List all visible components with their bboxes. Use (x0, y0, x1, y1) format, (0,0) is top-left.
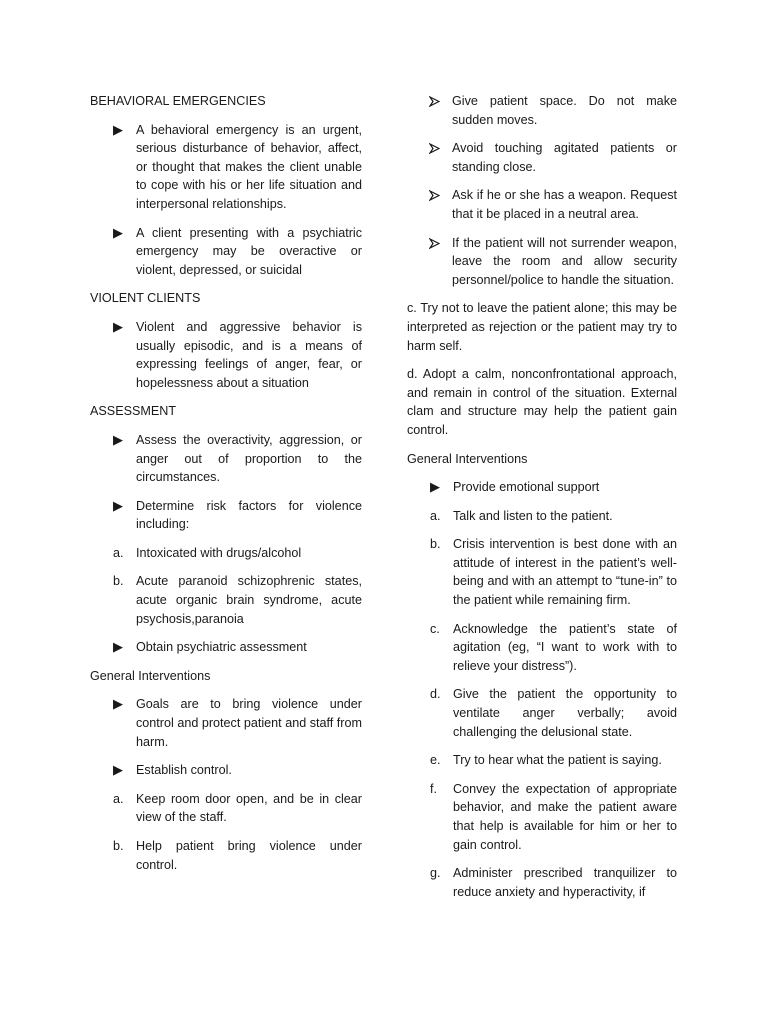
list-item-text: Provide emotional support (453, 480, 600, 495)
triangle-bullet-icon: ▶ (430, 479, 440, 495)
list-item (407, 478, 677, 497)
list-item-text: Give patient space. Do not make sudden moves. (452, 94, 677, 127)
list-item-text: Goals are to bring violence under control and protect patient and staff from harm. (136, 697, 362, 749)
list-item (90, 695, 362, 751)
left-column (90, 92, 362, 884)
list-item-text: Violent and aggressive behavior is usually episodic, and is a means of expressing feelings of anger, fear, or hopelessness about a situation (136, 319, 362, 390)
list-letter: a. (113, 545, 124, 560)
list-item-text: Administer prescribed tranquilizer to reduce anxiety and hyperactivity, if (453, 866, 677, 899)
list-item (90, 497, 362, 534)
list-item (407, 780, 677, 854)
section-heading: General Interventions (90, 668, 211, 683)
list-item (407, 234, 677, 290)
list-item-text: Determine risk factors for violence including: (136, 498, 362, 532)
arrowhead-bullet-icon (429, 234, 440, 253)
list-letter: b. (430, 537, 441, 552)
list-letter: a. (113, 791, 124, 806)
list-item-text: Avoid touching agitated patients or standing close. (452, 141, 677, 174)
list-letter: a. (430, 508, 441, 523)
list-letter: c. (430, 621, 440, 636)
triangle-bullet-icon: ▶ (113, 224, 123, 240)
list-item (90, 224, 362, 280)
list-item (407, 139, 677, 176)
section-heading: General Interventions (407, 451, 528, 466)
arrowhead-bullet-icon (429, 139, 440, 158)
list-item (407, 186, 677, 223)
list-item-text: Give the patient the opportunity to ventilate anger verbally; avoid challenging the delusional state. (453, 687, 677, 739)
list-item-text: Help patient bring violence under control. (136, 839, 362, 872)
list-item (407, 864, 677, 901)
paragraph: c. Try not to leave the patient alone; this may be interpreted as rejection or the patient may try to harm self. (407, 301, 677, 353)
list-item (90, 837, 362, 874)
triangle-bullet-icon: ▶ (113, 497, 123, 513)
list-item-text: A client presenting with a psychiatric emergency may be overactive or violent, depressed, or suicidal (136, 225, 362, 277)
right-column (407, 92, 677, 911)
list-item-text: Acute paranoid schizophrenic states, acute organic brain syndrome, acute psychosis,paranoia (136, 574, 362, 626)
list-item-text: Talk and listen to the patient. (453, 508, 613, 523)
paragraph: d. Adopt a calm, nonconfrontational approach, and remain in control of the situation. External clam and structure may help the patient gain control. (407, 367, 677, 437)
list-letter: d. (430, 687, 441, 702)
list-item-text: Acknowledge the patient’s state of agitation (eg, “I want to work with to relieve your distress”). (453, 621, 677, 673)
list-letter: e. (430, 753, 441, 768)
list-item (90, 761, 362, 780)
section-heading: BEHAVIORAL EMERGENCIES (90, 94, 266, 108)
list-item-text: A behavioral emergency is an urgent, serious disturbance of behavior, affect, or thought that makes the client unable to cope with his or her life situation and interpersonal relationships. (136, 122, 362, 211)
list-letter: g. (430, 866, 441, 881)
list-item-text: Keep room door open, and be in clear view of the staff. (136, 791, 362, 825)
list-item (407, 535, 677, 609)
list-item (90, 572, 362, 628)
list-item-text: If the patient will not surrender weapon, leave the room and allow security personnel/police to handle the situation. (452, 235, 677, 287)
list-item (407, 685, 677, 741)
list-item (90, 790, 362, 827)
list-letter: f. (430, 781, 437, 796)
triangle-bullet-icon: ▶ (113, 121, 123, 137)
list-item-text: Assess the overactivity, aggression, or anger out of proportion to the circumstances. (136, 432, 362, 485)
list-item-text: Establish control. (136, 763, 232, 778)
triangle-bullet-icon: ▶ (113, 696, 123, 712)
list-item (407, 507, 677, 526)
list-item (90, 638, 362, 657)
list-item-text: Ask if he or she has a weapon. Request that it be placed in a neutral area. (452, 188, 677, 221)
list-item-text: Obtain psychiatric assessment (136, 640, 307, 655)
triangle-bullet-icon: ▶ (113, 762, 123, 778)
list-item (407, 620, 677, 676)
list-item (90, 431, 362, 487)
section-heading: VIOLENT CLIENTS (90, 291, 201, 306)
list-item (90, 544, 362, 563)
list-item-text: Crisis intervention is best done with an attitude of interest in the patient’s well-being and with an attempt to “tune-in” to the patient while remaining firm. (453, 537, 677, 608)
list-item (90, 121, 362, 214)
list-item-text: Try to hear what the patient is saying. (453, 753, 662, 768)
list-letter: b. (113, 839, 124, 853)
arrowhead-bullet-icon (429, 186, 440, 205)
triangle-bullet-icon: ▶ (113, 318, 123, 334)
list-item (407, 751, 677, 770)
section-heading: ASSESSMENT (90, 404, 177, 419)
arrowhead-bullet-icon (429, 92, 440, 111)
triangle-bullet-icon: ▶ (113, 639, 123, 655)
list-item-text: Convey the expectation of appropriate behavior, and make the patient aware that help is available for him or her to gain control. (453, 781, 677, 852)
list-item (407, 92, 677, 129)
list-item (90, 318, 362, 392)
triangle-bullet-icon: ▶ (113, 431, 123, 447)
list-letter: b. (113, 574, 124, 589)
list-item-text: Intoxicated with drugs/alcohol (136, 545, 302, 560)
